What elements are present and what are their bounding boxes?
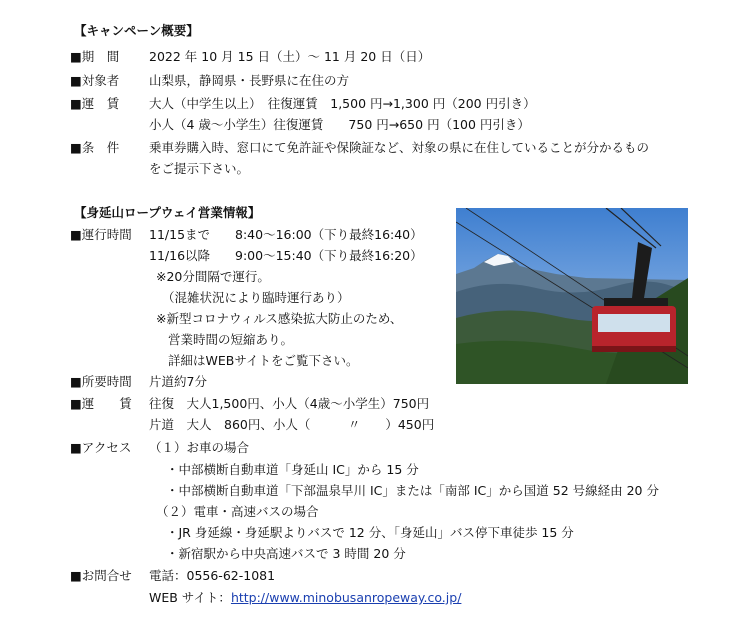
ropeway-heading: 【身延山ロープウェイ営業情報】 <box>74 205 261 220</box>
hours-note-1: ※20分間隔で運行。 <box>156 269 270 284</box>
period-value: 2022 年 10 月 15 日（土）～ 11 月 20 日（日） <box>149 49 431 64</box>
hours-note-3: ※新型コロナウィルス感染拡大防止のため、 <box>156 311 403 326</box>
ropeway-fare-label: ■運 賃 <box>70 396 132 411</box>
ropeway-fare-oneway: 片道 大人 860円、小人（ 〃 ）450円 <box>149 417 435 432</box>
campaign-heading: 【キャンペーン概要】 <box>74 23 199 38</box>
condition-line-2: をご提示下さい。 <box>149 161 250 176</box>
access-label: ■アクセス <box>70 440 132 455</box>
ropeway-photo <box>456 208 688 384</box>
ropeway-photo-image <box>456 208 688 384</box>
hours-line-2: 11/16以降 9:00～15:40（下り最終16:20） <box>149 248 423 263</box>
contact-web-row <box>149 589 461 607</box>
hours-label: ■運行時間 <box>70 227 132 242</box>
contact-label: ■お問合せ <box>70 568 132 583</box>
duration-value: 片道約7分 <box>149 374 207 389</box>
website-link[interactable]: http://www.minobusanropeway.co.jp/ <box>230 590 462 605</box>
access-train-1: ・JR 身延線・身延駅よりバスで 12 分、「身延山」バス停下車徒歩 15 分 <box>166 525 574 540</box>
period-label: ■期 間 <box>70 49 120 64</box>
condition-line-1: 乗車券購入時、窓口にて免許証や保険証など、対象の県に在住していることが分かるもの <box>149 140 650 155</box>
target-label: ■対象者 <box>70 73 120 88</box>
hours-note-4: 営業時間の短縮あり。 <box>168 332 294 347</box>
target-value: 山梨県，静岡県・長野県に在住の方 <box>149 73 350 88</box>
contact-phone: 電話：0556-62-1081 <box>149 568 276 583</box>
campaign-fare-adult: 大人（中学生以上） 往復運賃 1,500 円→1,300 円（200 円引き） <box>149 96 536 111</box>
access-car-2: ・中部横断自動車道「下部温泉早川 IC」または「南部 IC」から国道 52 号線経由 20 分 <box>166 483 659 498</box>
duration-label: ■所要時間 <box>70 374 132 389</box>
campaign-fare-child: 小人（4 歳～小学生）往復運賃 750 円→650 円（100 円引き） <box>149 117 530 132</box>
contact-web-label: WEB サイト： <box>149 590 231 605</box>
condition-label: ■条 件 <box>70 140 120 155</box>
access-train-2: ・新宿駅から中央高速バスで 3 時間 20 分 <box>166 546 406 561</box>
hours-note-2: （混雑状況により臨時運行あり） <box>162 290 350 305</box>
access-train-heading: （２）電車・高速バスの場合 <box>156 504 319 519</box>
hours-line-1: 11/15まで 8:40～16:00（下り最終16:40） <box>149 227 423 242</box>
hours-note-5: 詳細はWEBサイトをご覧下さい。 <box>168 353 359 368</box>
access-car-1: ・中部横断自動車道「身延山 IC」から 15 分 <box>166 462 419 477</box>
campaign-fare-label: ■運 賃 <box>70 96 120 111</box>
access-car-heading: （１）お車の場合 <box>149 440 250 455</box>
ropeway-fare-round: 往復 大人1,500円、小人（4歳～小学生）750円 <box>149 396 430 411</box>
